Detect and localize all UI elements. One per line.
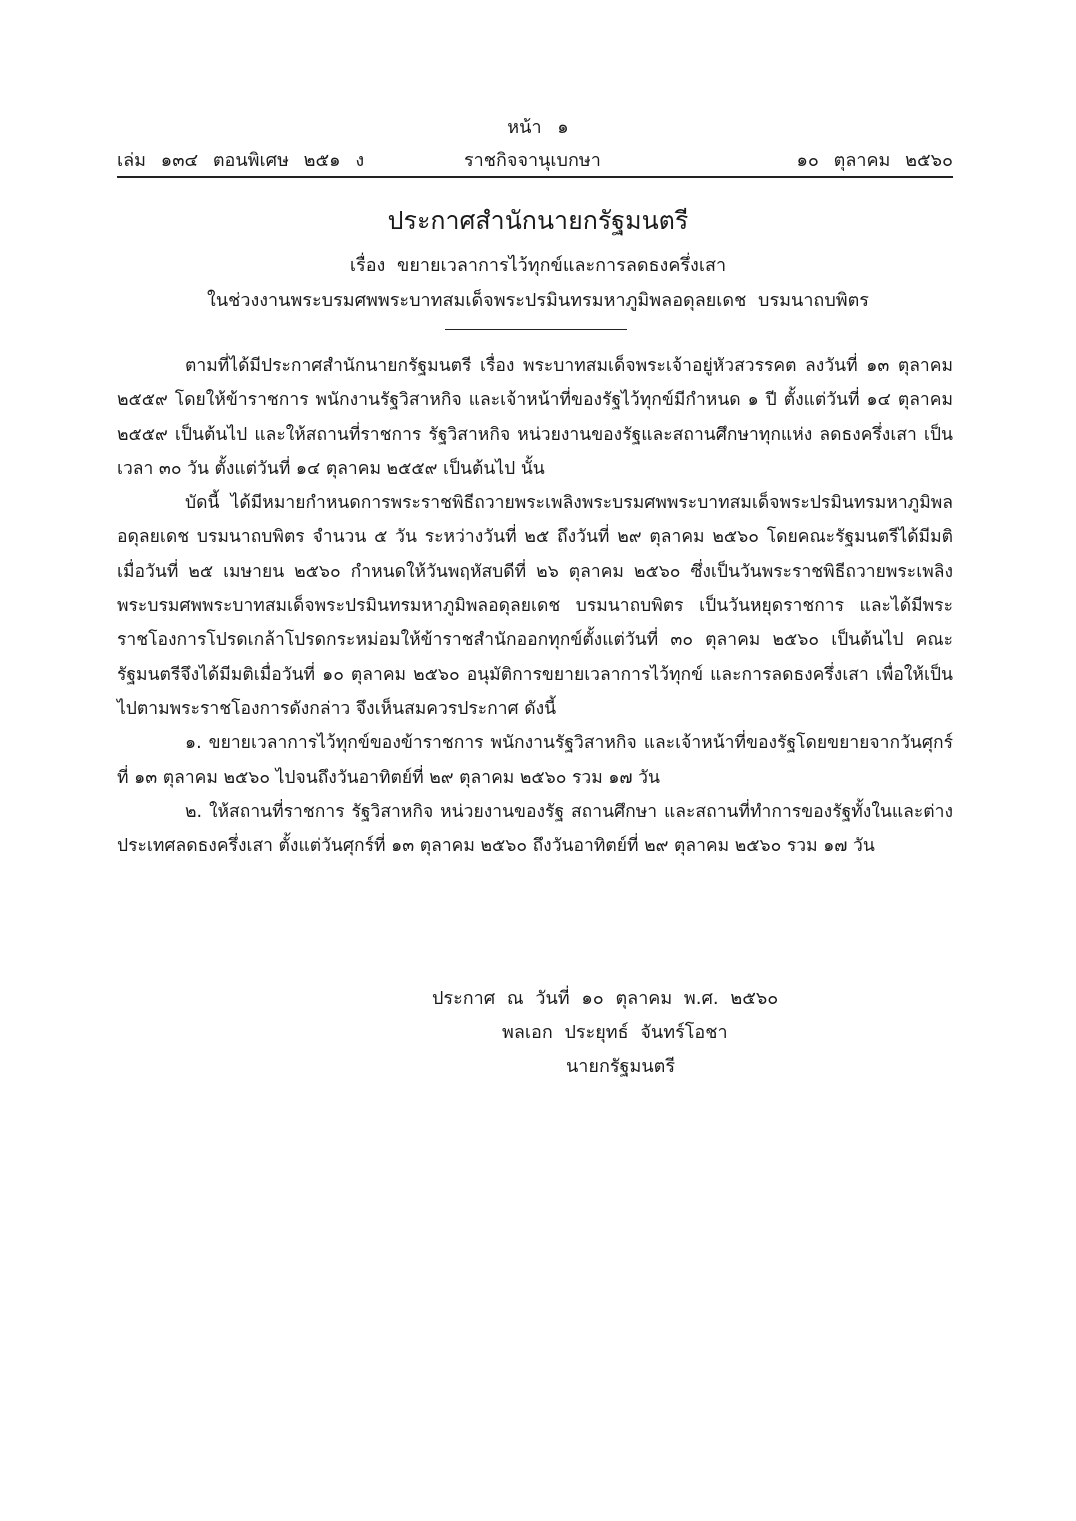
title-divider [445,329,627,330]
announcement-subject: เรื่อง ขยายเวลาการไว้ทุกข์และการลดธงครึ่งเสา [349,255,727,276]
item-flag-half-mast: ๒. ให้สถานที่ราชการ รัฐวิสาหกิจ หน่วยงานของรัฐ สถานศึกษา และสถานที่ทำการของรัฐทั้งในและต่างประเทศลดธงครึ่งเสา ตั้งแต่วันศุกร์ที่ ๑๓ ตุลาคม ๒๕๖๐ ถึงวันอาทิตย์ที่ ๒๙ ตุลาคม ๒๕๖๐ รวม ๑๗ วัน [117,801,953,857]
announcement-title: ประกาศสำนักนายกรัฐมนตรี [387,206,689,235]
issue-date: ๑๐ ตุลาคม ๒๕๖๐ [796,150,953,171]
paragraph-background: ตามที่ได้มีประกาศสำนักนายกรัฐมนตรี เรื่อง พระบาทสมเด็จพระเจ้าอยู่หัวสวรรคต ลงวันที่ ๑๓ ตุลาคม ๒๕๕๙ โดยให้ข้าราชการ พนักงานรัฐวิสาหกิจ และเจ้าหน้าที่ของรัฐไว้ทุกข์มีกำหนด ๑ ปี ตั้งแต่วันที่ ๑๔ ตุลาคม ๒๕๕๙ เป็นต้นไป และให้สถานที่ราชการ รัฐวิสาหกิจ หน่วยงานของรัฐและสถานศึกษาทุกแห่ง ลดธงครึ่งเสา เป็นเวลา ๓๐ วัน ตั้งแต่วันที่ ๑๔ ตุลาคม ๒๕๕๙ เป็นต้นไป นั้น [117,356,953,479]
page-number: หน้า ๑ [507,117,569,138]
paragraph-resolution: บัดนี้ ได้มีหมายกำหนดการพระราชพิธีถวายพระเพลิงพระบรมศพพระบาทสมเด็จพระปรมินทรมหาภูมิพลอดุลยเดช บรมนาถบพิตร จำนวน ๕ วัน ระหว่างวันที่ ๒๕ ถึงวันที่ ๒๙ ตุลาคม ๒๕๖๐ โดยคณะรัฐมนตรีได้มีมติเมื่อวันที่ ๒๕ เมษายน ๒๕๖๐ กำหนดให้วันพฤหัสบดีที่ ๒๖ ตุลาคม ๒๕๖๐ ซึ่งเป็นวันพระราชพิธีถวายพระเพลิงพระบรมศพพระบาทสมเด็จพระปรมินทรมหาภูมิพลอดุลยเดช บรมนาถบพิตร เป็นวันหยุดราชการ และได้มีพระราชโองการโปรดเกล้าโปรดกระหม่อมให้ข้าราชสำนักออกทุกข์ตั้งแต่วันที่ ๓๐ ตุลาคม ๒๕๖๐ เป็นต้นไป คณะรัฐมนตรีจึงได้มีมติเมื่อวันที่ ๑๐ ตุลาคม ๒๕๖๐ อนุมัติการขยายเวลาการไว้ทุกข์ และการลดธงครึ่งเสา เพื่อให้เป็นไปตามพระราชโองการดังกล่าว จึงเห็นสมควรประกาศ ดังนี้ [117,493,953,719]
gazette-header [117,145,953,171]
signature-date: ประกาศ ณ วันที่ ๑๐ ตุลาคม พ.ศ. ๒๕๖๐ [432,988,779,1009]
signatory-name: พลเอก ประยุทธ์ จันทร์โอชา [502,1022,728,1043]
announcement-subject-context: ในช่วงงานพระบรมศพพระบาทสมเด็จพระปรมินทรมหาภูมิพลอดุลยเดช บรมนาถบพิตร [207,290,869,311]
volume-info: เล่ม ๑๓๔ ตอนพิเศษ ๒๕๑ ง [117,150,365,171]
announcement-body [117,349,953,863]
gazette-name: ราชกิจจานุเบกษา [464,150,601,171]
item-mourning-extension: ๑. ขยายเวลาการไว้ทุกข์ของข้าราชการ พนักงานรัฐวิสาหกิจ และเจ้าหน้าที่ของรัฐโดยขยายจากวันศุกร์ที่ ๑๓ ตุลาคม ๒๕๖๐ ไปจนถึงวันอาทิตย์ที่ ๒๙ ตุลาคม ๒๕๖๐ รวม ๑๗ วัน [117,733,953,788]
header-divider [117,176,953,178]
signatory-position: นายกรัฐมนตรี [566,1056,675,1077]
